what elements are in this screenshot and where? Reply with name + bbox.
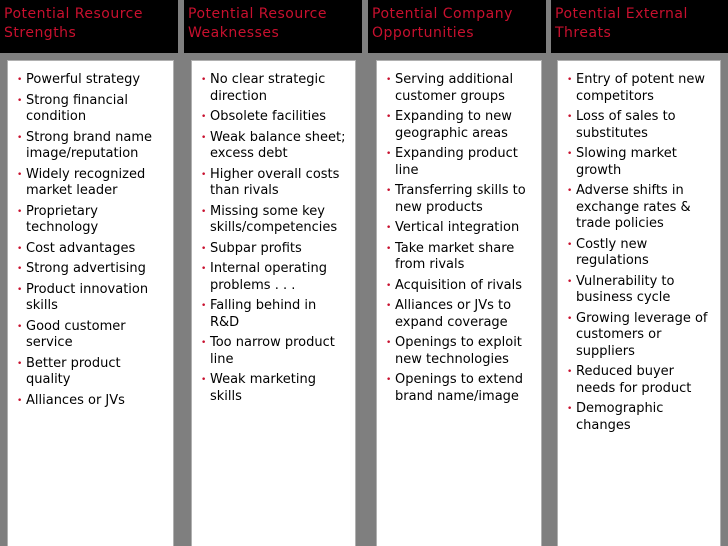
list-item-text: • Acquisition of rivals (395, 277, 522, 293)
list-item-text: • Falling behind in (210, 298, 317, 313)
list-item-text: • Good customer (26, 318, 126, 334)
list-item-text: • Internal operating (210, 261, 327, 276)
list-item (200, 167, 350, 200)
list-item-text: problems . . . (210, 277, 296, 293)
list-item-text: exchange rates & (576, 199, 691, 215)
list-item-text: • Product innovation (26, 281, 149, 297)
list-item-text: • Costly new (576, 236, 648, 252)
list-item-text: customer groups (395, 88, 505, 104)
list-item-text: • Subpar profits (210, 240, 302, 256)
list-item-text: substitutes (576, 125, 648, 141)
list-item (385, 298, 536, 331)
list-item-text: • Alliances or JVs (26, 392, 125, 408)
list-item-text: • Growing leverage of (576, 310, 708, 326)
list-item (200, 204, 350, 237)
list-item (566, 183, 715, 233)
header-threats (551, 0, 728, 53)
opportunities-list (385, 72, 536, 405)
list-item-text: changes (576, 417, 631, 433)
list-item-text: brand name/image (395, 388, 519, 404)
list-item-text: expand coverage (395, 314, 508, 330)
list-item (200, 109, 350, 126)
list-item (566, 237, 715, 270)
list-item-text: • Cost advantages (26, 240, 136, 256)
list-item-text: suppliers (576, 343, 635, 359)
list-item-text: trade policies (576, 216, 664, 231)
list-item-text: • Powerful strategy (26, 72, 141, 87)
list-item (385, 146, 536, 179)
list-item-text: image/reputation (26, 146, 139, 161)
header-row (0, 0, 728, 53)
list-item (385, 109, 536, 142)
list-item (16, 319, 168, 352)
list-item-text: • Higher overall costs (210, 166, 340, 182)
list-item-text: skills (26, 298, 58, 313)
list-item-text: • No clear strategic (210, 72, 326, 87)
list-item (566, 146, 715, 179)
list-item (385, 183, 536, 216)
list-item (566, 274, 715, 307)
list-item (16, 167, 168, 200)
list-item-text: quality (26, 372, 71, 387)
list-item (16, 356, 168, 389)
list-item (16, 261, 168, 278)
list-item-text: than rivals (210, 183, 279, 198)
header-threats-line-1: Potential External (555, 6, 688, 22)
list-item-text: • Entry of potent new (576, 72, 706, 87)
list-item-text: • Take market share (395, 240, 515, 256)
list-item-text: • Adverse shifts in (576, 183, 684, 198)
list-item-text: new products (395, 199, 483, 215)
list-item-text: direction (210, 88, 267, 104)
list-item-text: • Openings to extend (395, 372, 523, 387)
list-item (566, 72, 715, 105)
header-weaknesses (184, 0, 362, 53)
list-item-text: from rivals (395, 257, 465, 272)
list-item-text: • Weak marketing (210, 372, 316, 387)
weaknesses-list (200, 72, 350, 405)
list-item-text: excess debt (210, 146, 288, 161)
list-item (200, 241, 350, 258)
list-item-text: line (395, 162, 419, 178)
list-item (16, 130, 168, 163)
list-item (385, 72, 536, 105)
list-item-text: • Demographic (576, 401, 664, 416)
list-item (200, 298, 350, 331)
list-item (385, 241, 536, 274)
header-threats-line-2: Threats (555, 25, 612, 41)
header-opportunities (368, 0, 546, 53)
list-item (385, 220, 536, 237)
list-item (566, 364, 715, 397)
strengths-column (8, 61, 173, 546)
header-opportunities-line-2: Opportunities (372, 25, 475, 41)
list-item-text: skills (210, 388, 242, 404)
list-item-text: market leader (26, 183, 118, 198)
list-item-text: • Proprietary (26, 203, 98, 219)
list-item-text: • Better product (26, 355, 121, 371)
list-item (566, 401, 715, 434)
list-item-text: line (210, 351, 234, 367)
list-item-text: • Widely recognized (26, 166, 146, 182)
list-item-text: customers or (576, 327, 662, 342)
list-item-text: • Vulnerability to (576, 273, 675, 289)
list-item (200, 335, 350, 368)
list-item-text: regulations (576, 253, 649, 268)
list-item-text: condition (26, 109, 87, 124)
list-item-text: • Strong advertising (26, 261, 146, 276)
list-item-text: service (26, 335, 73, 350)
list-item-text: • Obsolete facilities (210, 109, 327, 124)
list-item-text: • Openings to exploit (395, 335, 522, 350)
list-item-text: geographic areas (395, 125, 508, 141)
list-item-text: • Slowing market (576, 146, 677, 161)
list-item (385, 372, 536, 405)
strengths-list (16, 72, 168, 409)
list-item-text: • Missing some key (210, 203, 325, 219)
list-item (16, 93, 168, 126)
weaknesses-column (192, 61, 355, 546)
list-item-text: • Too narrow product (210, 335, 335, 350)
list-item (16, 204, 168, 237)
list-item-text: • Reduced buyer (576, 364, 674, 379)
threats-column (558, 61, 720, 546)
header-weaknesses-line-1: Potential Resource (188, 6, 327, 22)
list-item (16, 241, 168, 258)
list-item-text: • Strong brand name (26, 129, 153, 145)
list-item (16, 393, 168, 410)
list-item (200, 261, 350, 294)
list-item-text: new technologies (395, 351, 509, 367)
list-item-text: • Serving additional (395, 72, 514, 87)
list-item (16, 282, 168, 315)
list-item (200, 72, 350, 105)
list-item-text: business cycle (576, 290, 671, 305)
list-item-text: • Expanding product (395, 146, 518, 161)
list-item (16, 72, 168, 89)
header-strengths (0, 0, 178, 53)
header-weaknesses-line-2: Weaknesses (188, 25, 280, 41)
list-item-text: • Expanding to new (395, 109, 512, 124)
threats-list (566, 72, 715, 434)
header-strengths-line-2: Strengths (4, 25, 77, 41)
list-item-text: • Vertical integration (395, 220, 520, 235)
header-strengths-line-1: Potential Resource (4, 6, 143, 22)
list-item-text: growth (576, 162, 622, 178)
list-item-text: • Transferring skills to (395, 183, 526, 198)
opportunities-column (377, 61, 541, 546)
list-item (385, 335, 536, 368)
list-item-text: R&D (210, 314, 240, 330)
list-item-text: skills/competencies (210, 220, 338, 235)
list-item (566, 109, 715, 142)
list-item (566, 311, 715, 361)
list-item-text: • Weak balance sheet; (210, 129, 346, 145)
list-item-text: needs for product (576, 380, 692, 396)
list-item-text: competitors (576, 88, 654, 104)
swot-body (0, 53, 728, 546)
list-item (200, 130, 350, 163)
header-opportunities-line-1: Potential Company (372, 6, 513, 22)
list-item-text: technology (26, 220, 99, 235)
list-item (385, 278, 536, 295)
list-item-text: • Alliances or JVs to (395, 298, 512, 313)
list-item (200, 372, 350, 405)
list-item-text: • Loss of sales to (576, 109, 676, 124)
list-item-text: • Strong financial (26, 92, 128, 108)
